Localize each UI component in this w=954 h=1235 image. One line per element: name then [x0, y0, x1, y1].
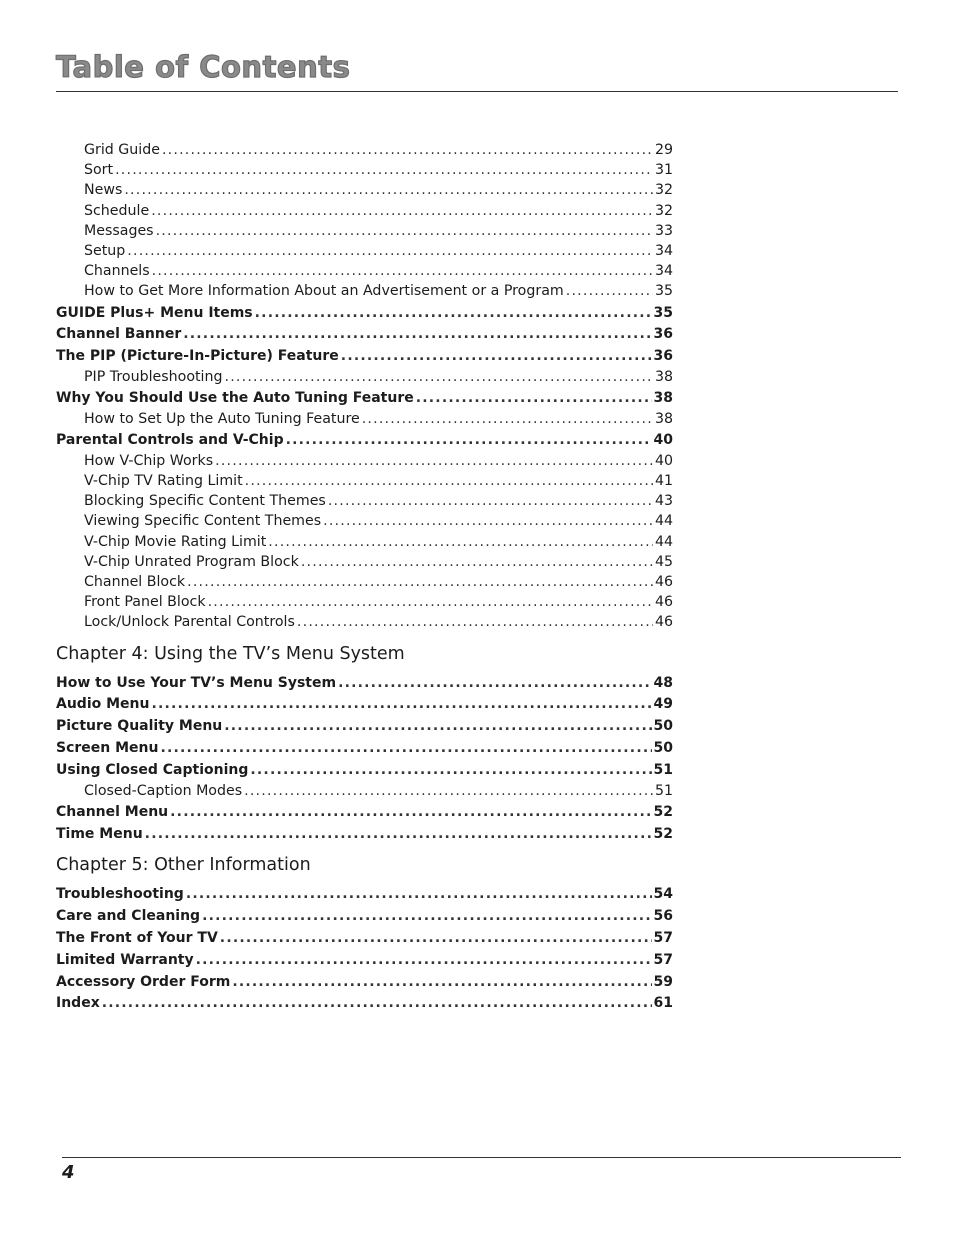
- toc-entry[interactable]: [56, 927, 673, 949]
- toc-entry-label: V-Chip Movie Rating Limit: [84, 533, 267, 550]
- toc-entry[interactable]: [56, 759, 673, 781]
- toc-entry-page: 38: [654, 410, 673, 427]
- toc-entry[interactable]: [56, 883, 673, 905]
- toc-entry-page: 29: [654, 142, 673, 158]
- toc-entry-page: 57: [653, 951, 673, 968]
- dot-leader: [187, 572, 653, 592]
- toc-entry-label: GUIDE Plus+ Menu Items: [56, 304, 253, 321]
- toc-entry-label: The PIP (Picture-In-Picture) Feature: [56, 348, 339, 365]
- chapter-4-heading: Chapter 4: Using the TV’s Menu System: [56, 643, 405, 664]
- toc-entry-page: 32: [654, 182, 673, 199]
- toc-entry-page: 34: [654, 263, 673, 280]
- dot-leader: [225, 367, 653, 387]
- toc-entry-label: How to Use Your TV’s Menu System: [56, 674, 337, 691]
- toc-entry[interactable]: [56, 261, 673, 281]
- toc-entry[interactable]: [56, 992, 673, 1014]
- toc-entry[interactable]: [56, 281, 673, 301]
- dot-leader: [416, 387, 652, 409]
- dot-leader: [220, 927, 652, 949]
- toc-entry-label: Index: [56, 995, 100, 1012]
- toc-entry[interactable]: [56, 592, 673, 612]
- toc-entry-page: 40: [654, 452, 673, 469]
- toc-entry[interactable]: [56, 451, 673, 471]
- toc-entry-label: How to Set Up the Auto Tuning Feature: [84, 410, 360, 427]
- dot-leader: [286, 429, 652, 451]
- toc-entry-label: Schedule: [84, 202, 150, 219]
- toc-entry-label: Blocking Specific Content Themes: [84, 493, 326, 510]
- dot-leader: [341, 345, 652, 367]
- toc-entry-label: Channel Block: [84, 573, 186, 590]
- toc-entry-page: 54: [653, 886, 673, 903]
- toc-entry[interactable]: [56, 160, 673, 180]
- toc-chapter-4: [56, 672, 673, 845]
- dot-leader: [255, 302, 652, 324]
- toc-entry-page: 36: [653, 348, 673, 365]
- toc-entry-label: V-Chip Unrated Program Block: [84, 553, 299, 570]
- page-title: Table of Contents: [56, 50, 351, 84]
- toc-entry[interactable]: [56, 241, 673, 261]
- toc-entry-label: Limited Warranty: [56, 951, 194, 968]
- toc-entry-page: 45: [654, 553, 673, 570]
- dot-leader: [151, 693, 651, 715]
- toc-entry-page: 40: [653, 432, 673, 449]
- toc-entry[interactable]: [56, 323, 673, 345]
- toc-entry[interactable]: [56, 409, 673, 429]
- toc-entry-page: 56: [653, 908, 673, 925]
- toc-entry-page: 48: [653, 674, 673, 691]
- toc-entry[interactable]: [56, 693, 673, 715]
- toc-entry-label: Messages: [84, 222, 154, 239]
- toc-entry-label: Closed-Caption Modes: [84, 782, 243, 799]
- toc-entry-page: 49: [653, 696, 673, 713]
- toc-entry-page: 34: [654, 242, 673, 259]
- toc-entry-page: 43: [654, 493, 673, 510]
- toc-entry-page: 46: [654, 573, 673, 590]
- toc-entry-label: Front Panel Block: [84, 594, 206, 611]
- toc-entry-page: 51: [654, 782, 673, 799]
- toc-entry-label: News: [84, 182, 123, 199]
- toc-entry-page: 52: [653, 803, 673, 820]
- toc-entry-page: 41: [654, 473, 673, 490]
- toc-entry[interactable]: [56, 612, 673, 632]
- dot-leader: [244, 781, 653, 801]
- dot-leader: [145, 823, 652, 845]
- dot-leader: [162, 140, 653, 160]
- toc-entry[interactable]: [56, 387, 673, 409]
- toc-entry-label: Accessory Order Form: [56, 973, 231, 990]
- toc-entry-page: 61: [653, 995, 673, 1012]
- dot-leader: [127, 241, 653, 261]
- toc-entry-page: 36: [653, 326, 673, 343]
- toc-entry-page: 35: [653, 304, 673, 321]
- dot-leader: [196, 949, 652, 971]
- toc-entry[interactable]: [56, 140, 673, 160]
- toc-entry[interactable]: [56, 367, 673, 387]
- dot-leader: [224, 715, 651, 737]
- toc-entry-page: 52: [653, 825, 673, 842]
- dot-leader: [115, 160, 653, 180]
- toc-entry-label: How to Get More Information About an Advertisement or a Program: [84, 283, 564, 300]
- toc-entry[interactable]: [56, 221, 673, 241]
- toc-entry-label: Audio Menu: [56, 696, 150, 713]
- toc-entry[interactable]: [56, 345, 673, 367]
- toc-entry[interactable]: [56, 905, 673, 927]
- dot-leader: [566, 281, 653, 301]
- page-number: 4: [62, 1162, 75, 1183]
- dot-leader: [250, 759, 651, 781]
- toc-entry[interactable]: [56, 491, 673, 511]
- toc-entry-label: Grid Guide: [84, 142, 160, 158]
- dot-leader: [362, 409, 653, 429]
- dot-leader: [202, 905, 651, 927]
- toc-entry[interactable]: [56, 302, 673, 324]
- toc-entry[interactable]: [56, 572, 673, 592]
- title-divider: [56, 91, 898, 92]
- toc-entry[interactable]: [56, 949, 673, 971]
- footer-divider: [62, 1157, 901, 1158]
- toc-entry-page: 35: [654, 283, 673, 300]
- toc-entry[interactable]: [56, 823, 673, 845]
- toc-entry[interactable]: [56, 715, 673, 737]
- dot-leader: [183, 323, 651, 345]
- toc-entry[interactable]: [56, 801, 673, 823]
- toc-entry-label: Using Closed Captioning: [56, 761, 249, 778]
- dot-leader: [268, 532, 653, 552]
- toc-entry-page: 32: [654, 202, 673, 219]
- toc-entry-page: 31: [654, 162, 673, 179]
- toc-entry[interactable]: [56, 471, 673, 491]
- toc-entry[interactable]: [56, 532, 673, 552]
- chapter-5-heading: Chapter 5: Other Information: [56, 855, 311, 876]
- dot-leader: [156, 221, 653, 241]
- toc-entry-page: 57: [653, 929, 673, 946]
- toc-entry-page: 59: [653, 973, 673, 990]
- toc-entry-page: 50: [653, 718, 673, 735]
- toc-entry-label: Channels: [84, 263, 150, 280]
- toc-entry[interactable]: [56, 781, 673, 801]
- toc-entry[interactable]: [56, 672, 673, 694]
- dot-leader: [152, 261, 653, 281]
- dot-leader: [245, 471, 653, 491]
- toc-entry[interactable]: [56, 737, 673, 759]
- toc-entry-label: Lock/Unlock Parental Controls: [84, 614, 295, 631]
- toc-entry-page: 38: [653, 390, 673, 407]
- toc-chapter-5: [56, 883, 673, 1014]
- toc-section-1: [56, 140, 673, 633]
- dot-leader: [208, 592, 653, 612]
- dot-leader: [301, 552, 653, 572]
- toc-entry[interactable]: [56, 971, 673, 993]
- dot-leader: [323, 511, 653, 531]
- dot-leader: [102, 992, 652, 1014]
- toc-entry-label: Picture Quality Menu: [56, 718, 223, 735]
- dot-leader: [170, 801, 651, 823]
- dot-leader: [124, 180, 653, 200]
- toc-entry-page: 44: [654, 533, 673, 550]
- toc-entry[interactable]: [56, 429, 673, 451]
- toc-entry-label: PIP Troubleshooting: [84, 368, 223, 385]
- toc-entry-page: 50: [653, 739, 673, 756]
- toc-entry-page: 51: [653, 761, 673, 778]
- dot-leader: [215, 451, 653, 471]
- toc-entry[interactable]: [56, 201, 673, 221]
- toc-entry-label: Care and Cleaning: [56, 908, 201, 925]
- dot-leader: [186, 883, 652, 905]
- toc-entry-page: 44: [654, 513, 673, 530]
- toc-entry-label: Channel Banner: [56, 326, 182, 343]
- toc-entry-label: How V-Chip Works: [84, 452, 214, 469]
- toc-entry-page: 33: [654, 222, 673, 239]
- toc-entry-page: 38: [654, 368, 673, 385]
- dot-leader: [160, 737, 651, 759]
- dot-leader: [328, 491, 653, 511]
- toc-entry[interactable]: [56, 552, 673, 572]
- toc-entry-label: Time Menu: [56, 825, 143, 842]
- toc-entry-label: Channel Menu: [56, 803, 169, 820]
- dot-leader: [232, 971, 651, 993]
- toc-entry-label: Sort: [84, 162, 114, 179]
- dot-leader: [338, 672, 651, 694]
- toc-entry-page: 46: [654, 594, 673, 611]
- dot-leader: [151, 201, 653, 221]
- toc-entry-label: Parental Controls and V-Chip: [56, 432, 284, 449]
- toc-entry-label: V-Chip TV Rating Limit: [84, 473, 243, 490]
- toc-entry-label: Viewing Specific Content Themes: [84, 513, 322, 530]
- toc-entry-label: Setup: [84, 242, 126, 259]
- toc-entry-page: 46: [654, 614, 673, 631]
- toc-entry-label: Screen Menu: [56, 739, 159, 756]
- toc-entry-label: The Front of Your TV: [56, 929, 218, 946]
- toc-entry[interactable]: [56, 180, 673, 200]
- toc-entry-label: Why You Should Use the Auto Tuning Feature: [56, 390, 414, 407]
- toc-entry[interactable]: [56, 511, 673, 531]
- dot-leader: [297, 612, 653, 632]
- table-of-contents: [56, 140, 673, 1014]
- toc-entry-label: Troubleshooting: [56, 886, 184, 903]
